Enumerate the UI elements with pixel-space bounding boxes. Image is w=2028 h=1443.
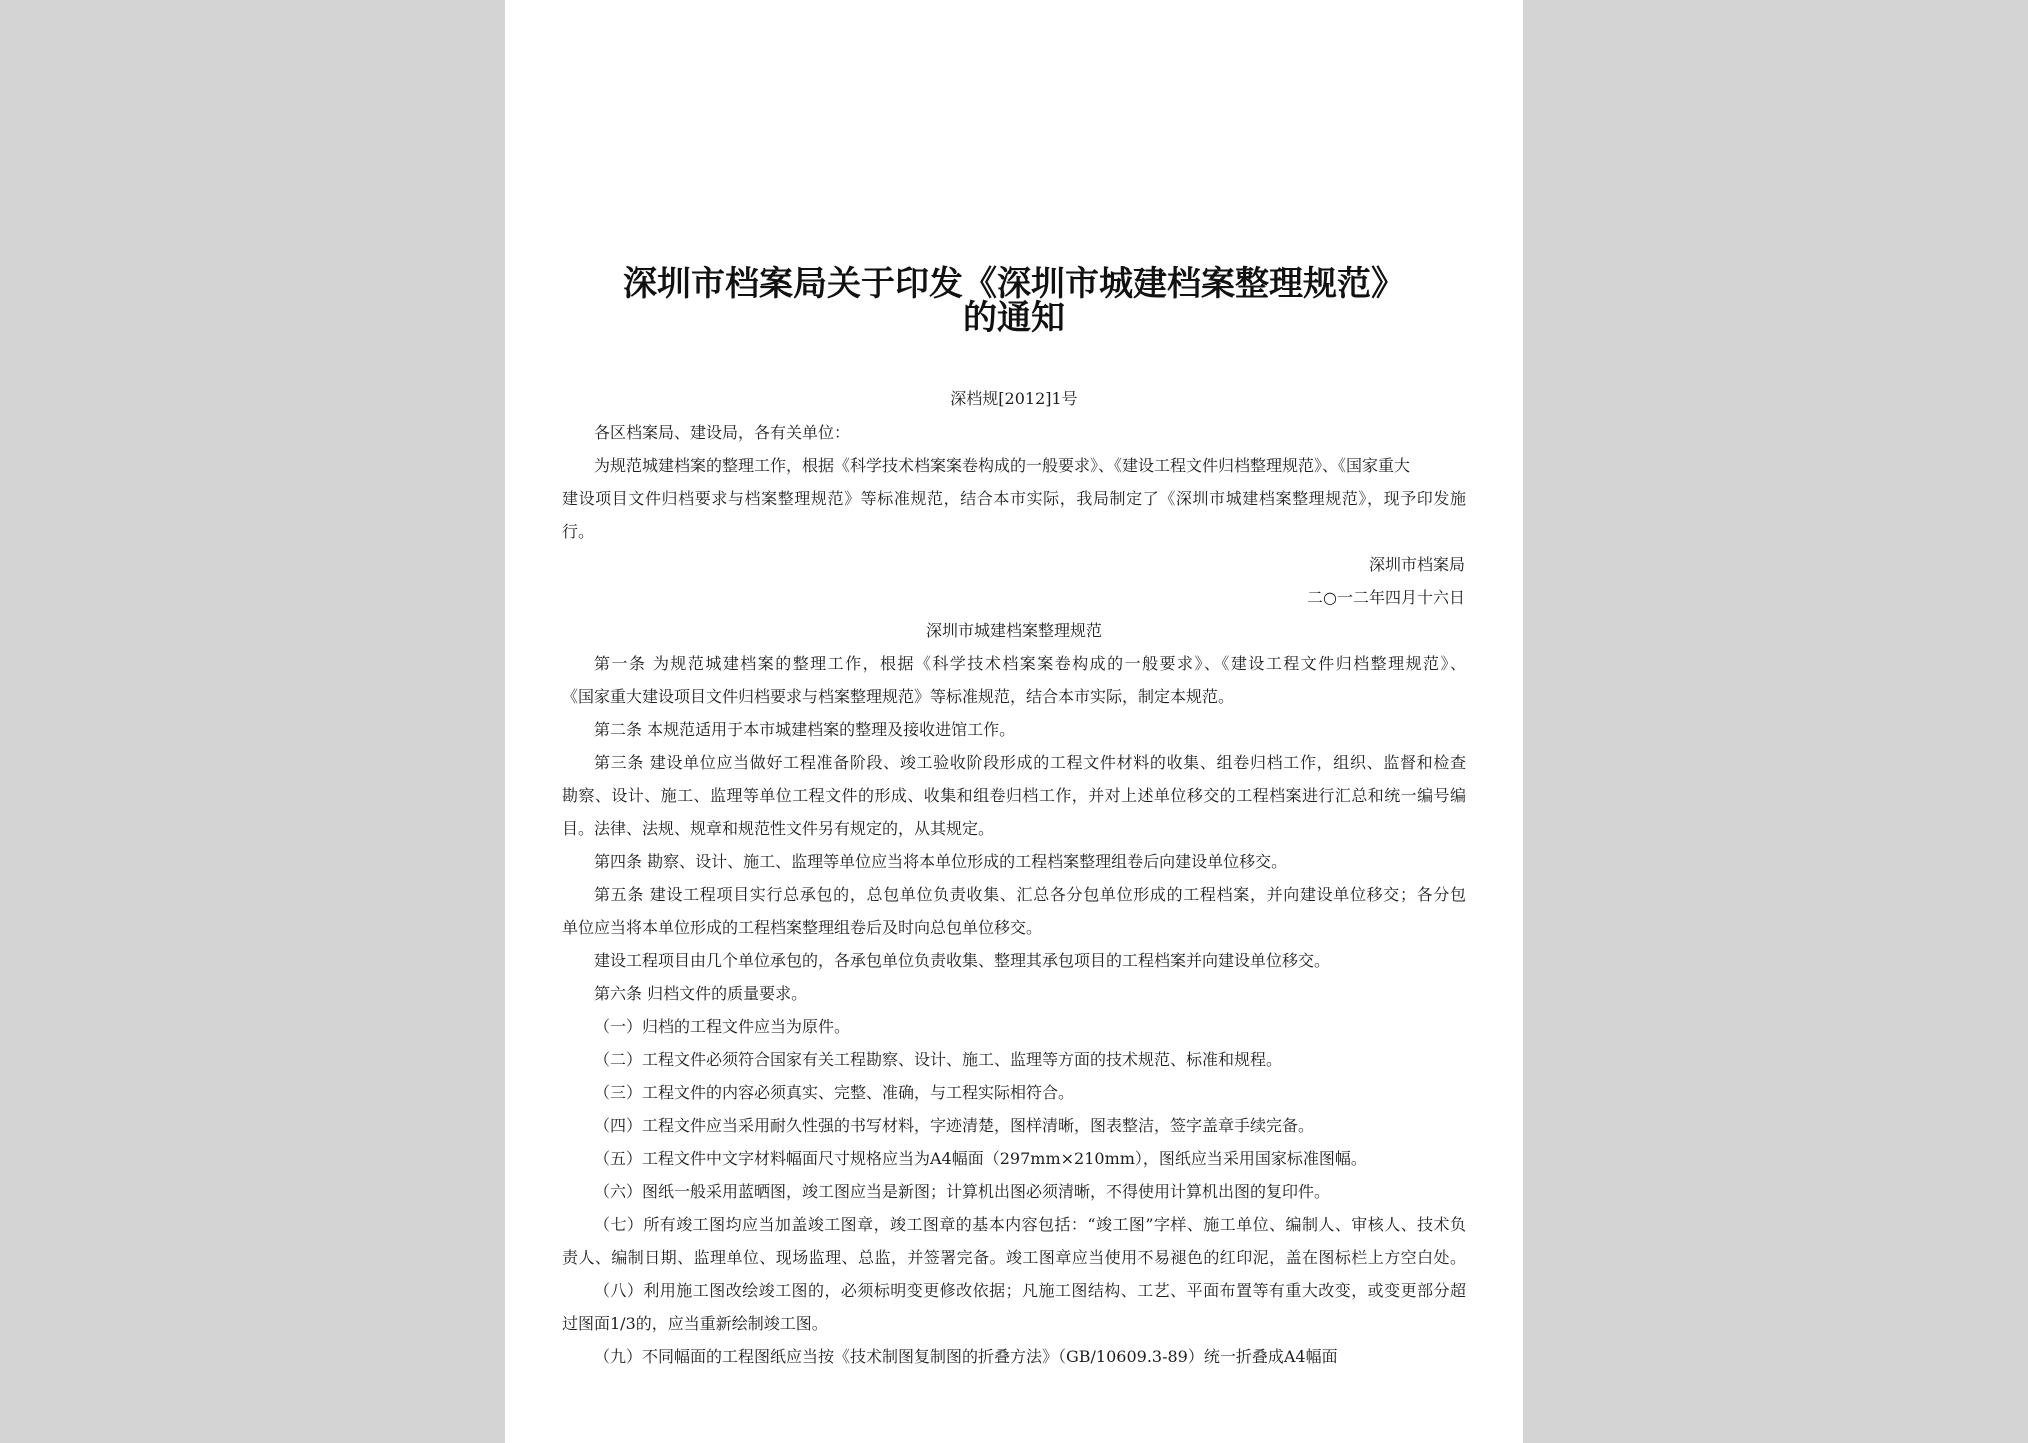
intro-line: 为规范城建档案的整理工作，根据《科学技术档案案卷构成的一般要求》、《建设工程文件归档整理规范》、《国家重大 (594, 456, 1411, 475)
spec-body-line: 建设工程项目由几个单位承包的，各承包单位负责收集、整理其承包项目的工程档案并向建设单位移交。 (594, 951, 1331, 970)
issuer: 深圳市档案局 (1368, 555, 1465, 574)
spec-body-line: （六）图纸一般采用蓝晒图，竣工图应当是新图；计算机出图必须清晰，不得使用计算机出图的复印件。 (594, 1182, 1331, 1201)
spec-body-line: （四）工程文件应当采用耐久性强的书写材料，字迹清楚，图样清晰，图表整洁，签字盖章手续完备。 (594, 1116, 1315, 1135)
spec-body-line: 第五条 建设工程项目实行总承包的，总包单位负责收集、汇总各分包单位形成的工程档案，并向建设单位移交；各分包 (594, 885, 1466, 904)
intro-line: 建设项目文件归档要求与档案整理规范》等标准规范，结合本市实际，我局制定了《深圳市城建档案整理规范》，现予印发施 (562, 489, 1466, 508)
spec-body-line: 第三条 建设单位应当做好工程准备阶段、竣工验收阶段形成的工程文件材料的收集、组卷归档工作，组织、监督和检查 (594, 753, 1466, 772)
spec-body-line: （三）工程文件的内容必须真实、完整、准确，与工程实际相符合。 (594, 1083, 1075, 1102)
document-page (505, 0, 1523, 1443)
spec-body-line: 第四条 勘察、设计、施工、监理等单位应当将本单位形成的工程档案整理组卷后向建设单位移交。 (594, 852, 1288, 871)
spec-body-line: 过图面1/3的，应当重新绘制竣工图。 (562, 1314, 828, 1333)
intro-line: 行。 (562, 522, 595, 541)
spec-body-line: 第二条 本规范适用于本市城建档案的整理及接收进馆工作。 (594, 720, 1016, 739)
spec-body-line: （二）工程文件必须符合国家有关工程勘察、设计、施工、监理等方面的技术规范、标准和规程。 (594, 1050, 1283, 1069)
spec-body-line: 《国家重大建设项目文件归档要求与档案整理规范》等标准规范，结合本市实际，制定本规范。 (562, 687, 1235, 706)
spec-body-line: 勘察、设计、施工、监理等单位工程文件的形成、收集和组卷归档工作，并对上述单位移交的工程档案进行汇总和统一编号编 (562, 786, 1466, 805)
spec-body-line: （八）利用施工图改绘竣工图的，必须标明变更修改依据；凡施工图结构、工艺、平面布置等有重大改变，或变更部分超 (594, 1281, 1466, 1300)
spec-body-line: （五）工程文件中文字材料幅面尺寸规格应当为A4幅面（297mm×210mm），图纸应当采用国家标准图幅。 (594, 1149, 1367, 1168)
spec-body-line: 单位应当将本单位形成的工程档案整理组卷后及时向总包单位移交。 (562, 918, 1043, 937)
document-title-line-2: 的通知 (963, 298, 1065, 338)
spec-body-line: 第六条 归档文件的质量要求。 (594, 984, 808, 1003)
issue-date: 二○一二年四月十六日 (1307, 588, 1465, 607)
spec-title: 深圳市城建档案整理规范 (925, 621, 1102, 640)
document-title-line-1: 深圳市档案局关于印发《深圳市城建档案整理规范》 (623, 264, 1405, 304)
document-number: 深档规[2012]1号 (950, 389, 1078, 408)
spec-body-line: （一）归档的工程文件应当为原件。 (594, 1017, 851, 1036)
addressee: 各区档案局、建设局，各有关单位： (594, 423, 851, 442)
spec-body-line: （九）不同幅面的工程图纸应当按《技术制图复制图的折叠方法》（GB/10609.3-89）统一折叠成A4幅面 (594, 1347, 1338, 1366)
spec-body-line: 第一条 为规范城建档案的整理工作，根据《科学技术档案案卷构成的一般要求》、《建设工程文件归档整理规范》、 (594, 654, 1466, 673)
spec-body-line: （七）所有竣工图均应当加盖竣工图章，竣工图章的基本内容包括：“竣工图”字样、施工单位、编制人、审核人、技术负 (594, 1215, 1466, 1234)
spec-body-line: 责人、编制日期、监理单位、现场监理、总监，并签署完备。竣工图章应当使用不易褪色的红印泥，盖在图标栏上方空白处。 (562, 1248, 1466, 1267)
spec-body-line: 目。法律、法规、规章和规范性文件另有规定的，从其规定。 (562, 819, 995, 838)
